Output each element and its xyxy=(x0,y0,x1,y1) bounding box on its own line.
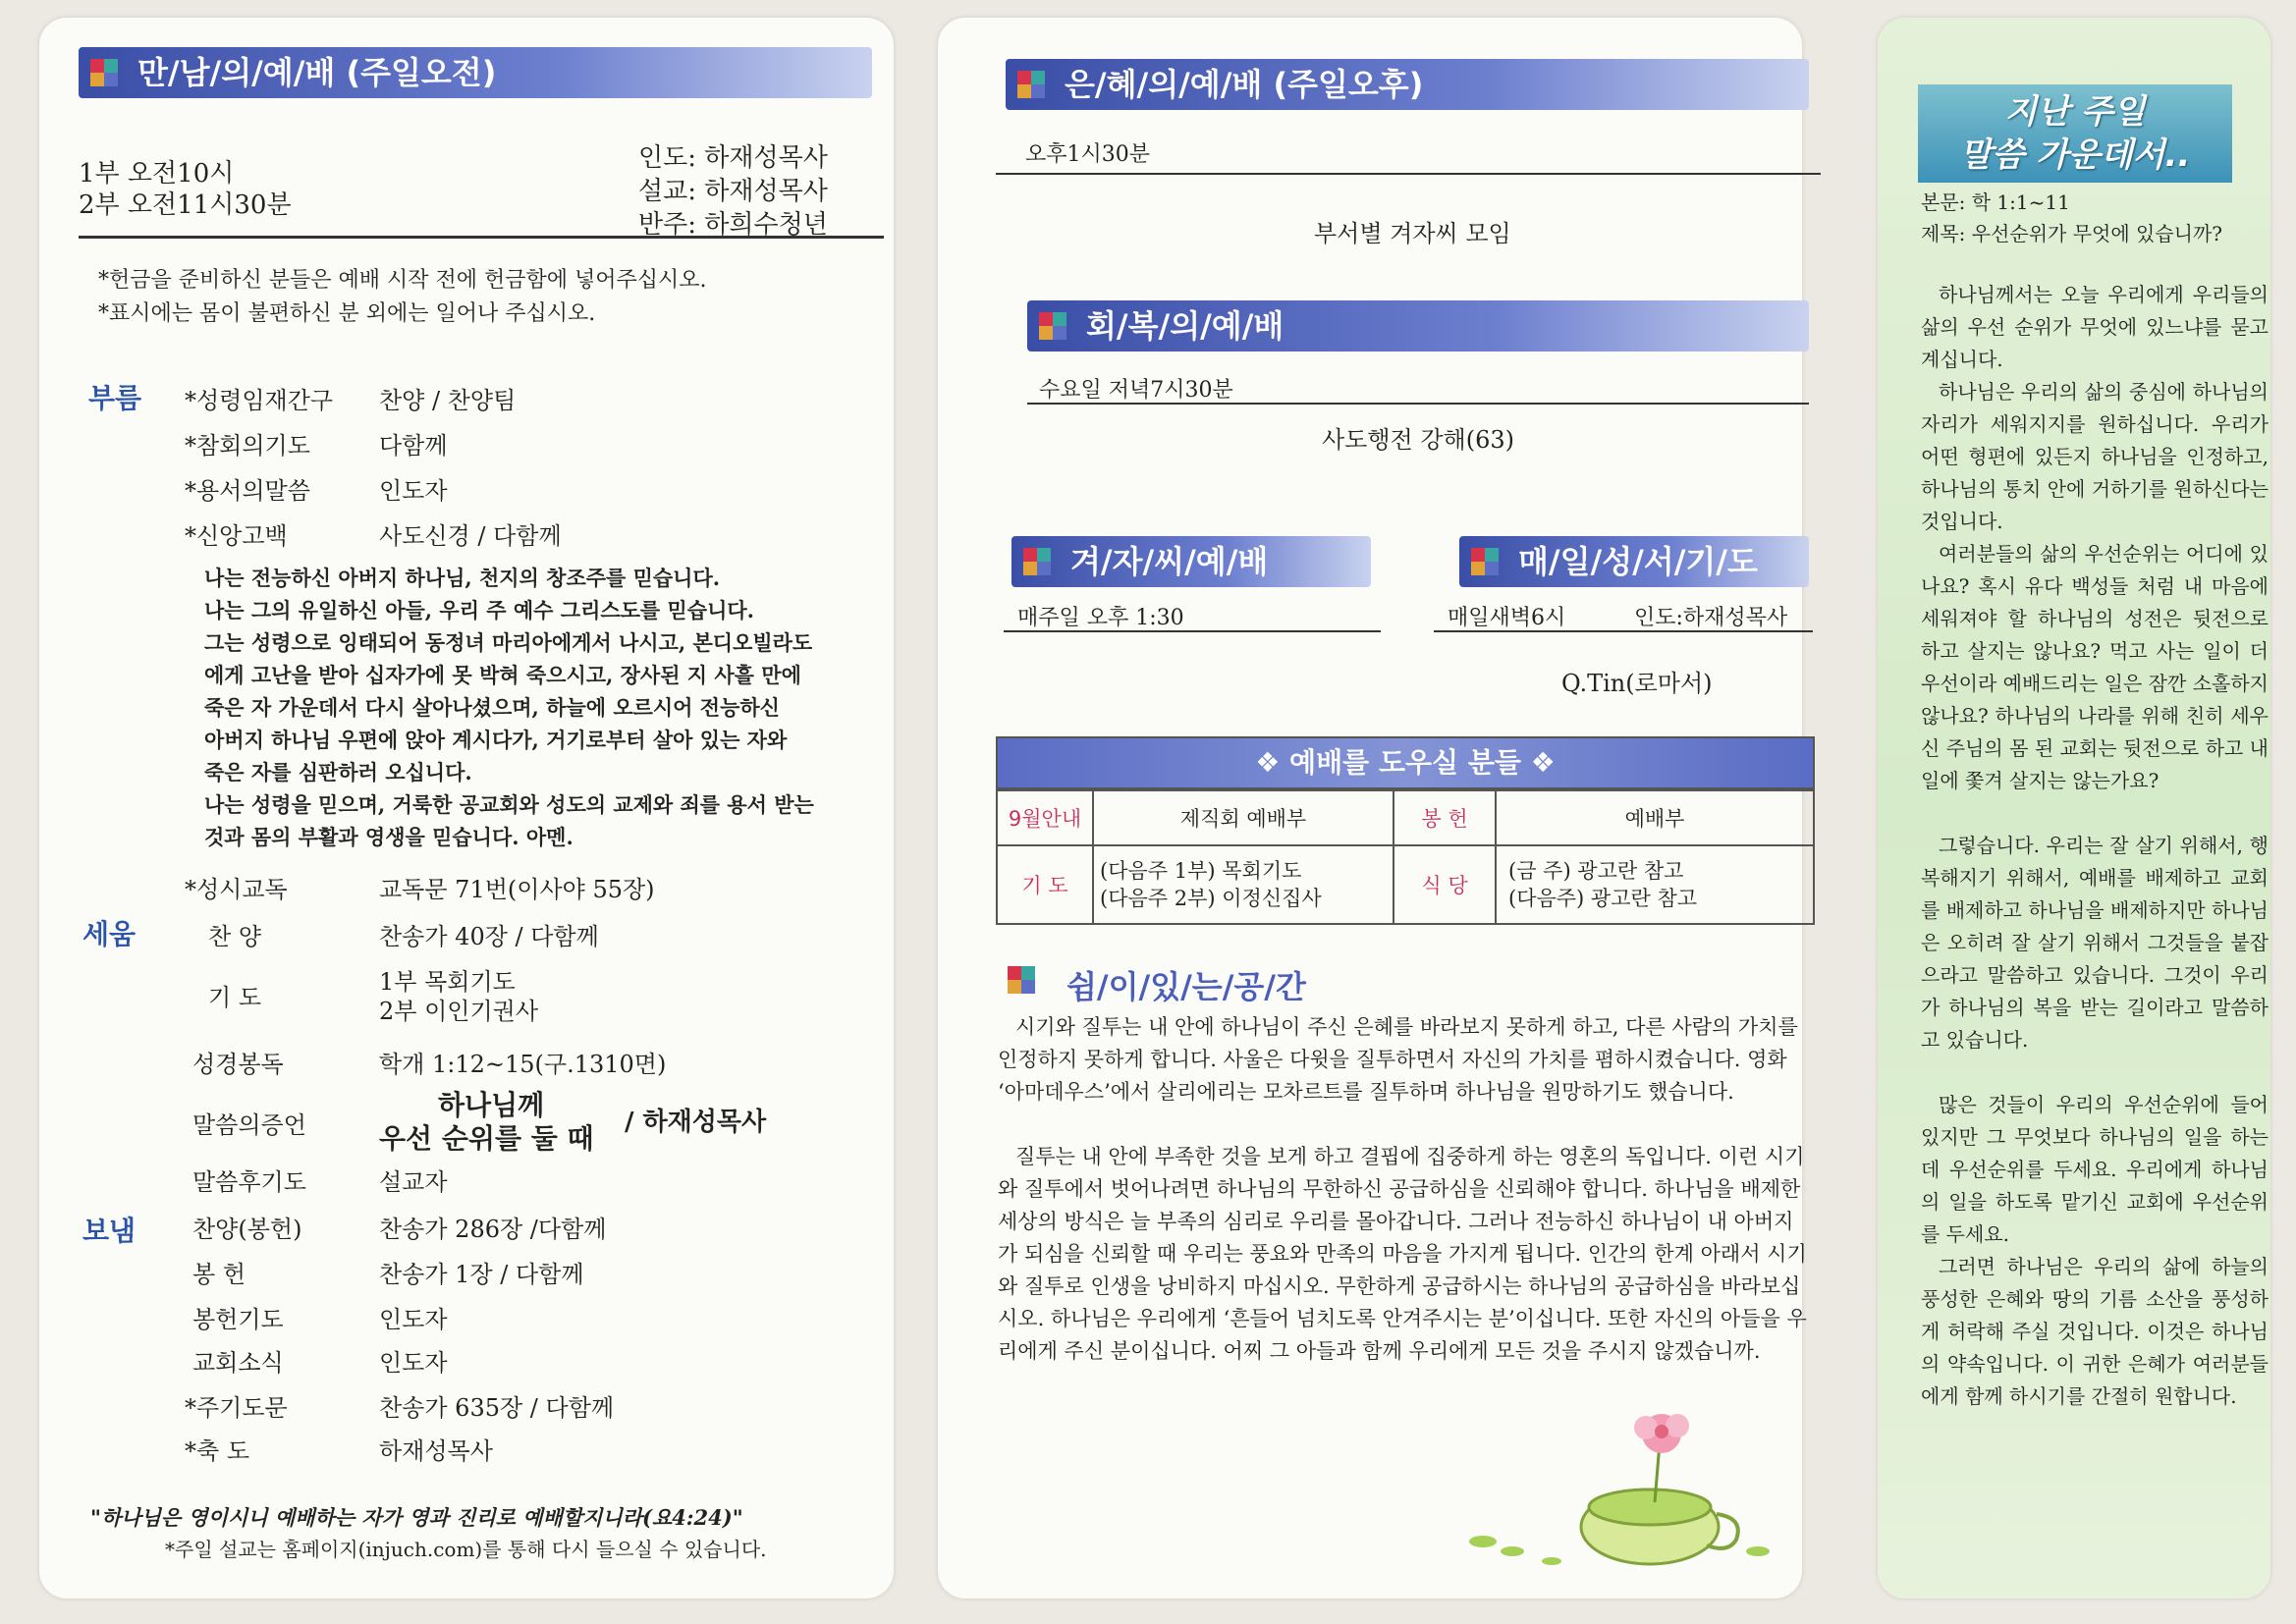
order-item: *성시교독 xyxy=(185,876,288,903)
meal-cell xyxy=(1394,845,1496,924)
offering-note: *헌금을 준비하신 분들은 예배 시작 전에 헌금함에 넣어주십시오. xyxy=(98,268,707,293)
daily-prayer-title: 매/일/성/서/기/도 xyxy=(1518,543,1758,580)
order-item: *신앙고백 xyxy=(185,522,288,550)
afternoon-service-title: 은/혜/의/예/배 (주일오후) xyxy=(1065,66,1424,103)
creed-line: 그는 성령으로 잉태되어 동정녀 마리아에게서 나시고, 본디오빌라도 xyxy=(204,630,813,655)
sermon-subject: 제목: 우선순위가 무엇에 있습니까? xyxy=(1921,222,2223,245)
order-detail: 찬송가 635장 / 다함께 xyxy=(379,1394,615,1422)
daily-prayer-header xyxy=(1459,536,1809,587)
creed-line: 나는 전능하신 아버지 하나님, 천지의 창조주를 믿습니다. xyxy=(204,566,721,590)
prayer-cell xyxy=(997,845,1093,924)
section-send: 보냄 xyxy=(82,1215,137,1247)
daily-time: 매일새벽6시 xyxy=(1448,606,1566,630)
recovery-desc: 사도행전 강해(63) xyxy=(1322,426,1514,454)
helpers-table xyxy=(996,789,1815,925)
teacup-flower-illustration xyxy=(1453,1404,1807,1571)
worship-header xyxy=(1496,790,1814,845)
order-detail: 인도자 xyxy=(379,1306,448,1333)
order-item: 성경봉독 xyxy=(192,1051,284,1078)
creed-line: 나는 성령을 믿으며, 거룩한 공교회와 성도의 교제와 죄를 용서 받는 xyxy=(204,792,814,817)
order-detail: 인도자 xyxy=(379,1349,448,1377)
worship-label: 예배부 xyxy=(1624,807,1685,831)
morning-service-title: 만/남/의/예/배 (주일오전) xyxy=(137,54,497,91)
summary-paragraph: 하나님께서는 오늘 우리에게 우리들의 삶의 우선 순위가 무엇에 있느냐를 묻고 계십니다. xyxy=(1921,283,2269,371)
sermon-preacher: / 하재성목사 xyxy=(625,1108,767,1137)
header-square-icon xyxy=(1023,548,1051,575)
summary-paragraph: 그렇습니다. 우리는 잘 살기 위해서, 행복해지기 위해서, 예배를 배제하고 교회를 배제하고 하나님을 배제하지만 하나님은 오히려 잘 살기 위해서 그것들을 붙잡으라고 말씀하고 있습니다. 그것이 우리가 하나님의 복을 받는 길이라고 말씀하고 있습니다. xyxy=(1921,834,2269,1052)
mustard-service-title: 겨/자/씨/예/배 xyxy=(1070,543,1269,580)
sermon-title-1: 하나님께 xyxy=(438,1089,545,1121)
last-sunday-title-1: 지난 주일 xyxy=(2004,92,2146,132)
meal-line: (다음주) 광고란 참고 xyxy=(1508,887,1698,910)
service-time-1: 1부 오전10시 xyxy=(79,159,235,189)
section-build: 세움 xyxy=(82,918,137,950)
creed-line: 것과 몸의 부활과 영생을 믿습니다. 아멘. xyxy=(204,825,574,849)
homepage-note: *주일 설교는 홈페이지(injuch.com)를 통해 다시 들으실 수 있습니다. xyxy=(165,1538,767,1561)
last-sunday-title-2: 말씀 가운데서.. xyxy=(1959,135,2191,175)
order-detail: 사도신경 / 다함께 xyxy=(379,522,562,550)
order-item: *성령임재간구 xyxy=(185,387,334,414)
order-detail: 찬송가 40장 / 다함께 xyxy=(379,923,599,950)
order-item: 교회소식 xyxy=(192,1349,284,1377)
order-item: 봉 헌 xyxy=(192,1261,246,1288)
summary-paragraph: 많은 것들이 우리의 우선순위에 들어 있지만 그 무엇보다 하나님의 일을 하는 데 우선순위를 두세요. 우리에게 하나님의 일을 하도록 맡기신 교회에 우선순위를 두세요. xyxy=(1921,1093,2269,1246)
meal-assignments xyxy=(1496,845,1814,924)
apostles-creed xyxy=(204,562,814,853)
recovery-service-title: 회/복/의/예/배 xyxy=(1086,307,1285,345)
meal-label: 식 당 xyxy=(1421,874,1468,897)
recovery-service-header xyxy=(1027,300,1809,352)
summary-paragraph: 여러분들의 삶의 우선순위는 어디에 있나요? 혹시 유다 백성들 처럼 내 마음에 세워져야 할 하나님의 성전은 뒷전으로 하고 살지는 않나요? 먹고 사는 일이 더 우선이라 예배드리는 일은 잠깐 소홀하지 않나요? 하나님의 나라를 위해 친히 세우신 주님의 몸 된 교회는 뒷전으로 하고 내 일에 쫓겨 살지는 않는가요? xyxy=(1921,542,2269,792)
prayer-assignments xyxy=(1093,845,1394,924)
order-detail: 설교자 xyxy=(379,1168,448,1196)
officer-label: 제직회 예배부 xyxy=(1179,807,1307,831)
creed-line: 에게 고난을 받아 십자가에 못 박혀 죽으시고, 장사된 지 사흘 만에 xyxy=(204,663,801,687)
divider xyxy=(1004,630,1381,632)
order-detail: 찬양 / 찬양팀 xyxy=(379,387,517,414)
order-item: 찬 양 xyxy=(208,923,261,950)
order-item: *축 도 xyxy=(185,1437,249,1465)
header-square-icon xyxy=(1471,548,1499,575)
recovery-time: 수요일 저녁7시30분 xyxy=(1039,378,1233,403)
month-label: 9월안내 xyxy=(1008,807,1082,831)
afternoon-time: 오후1시30분 xyxy=(1025,142,1150,167)
order-item: *참회의기도 xyxy=(185,432,310,460)
divider xyxy=(79,236,884,239)
last-sunday-title-box xyxy=(1918,84,2232,183)
prayer-line: (다음주 2부) 이정신집사 xyxy=(1100,887,1322,910)
helpers-title: ❖ 예배를 도우실 분들 ❖ xyxy=(1255,746,1556,779)
preacher-role: 설교: 하재성목사 xyxy=(638,177,828,206)
sermon-text-ref: 본문: 학 1:1~11 xyxy=(1921,190,2070,214)
order-item: 말씀후기도 xyxy=(192,1168,306,1196)
divider xyxy=(996,173,1821,175)
order-item: 봉헌기도 xyxy=(192,1306,284,1333)
section-call: 부름 xyxy=(88,382,142,414)
scripture-verse: "하나님은 영이시니 예배하는 자가 영과 진리로 예배할지니라(요4:24)" xyxy=(90,1505,743,1530)
creed-line: 죽은 자를 심판하러 오십니다. xyxy=(204,760,472,785)
order-detail: 1부 목회기도 xyxy=(379,968,516,996)
sermon-title-2: 우선 순위를 둘 때 xyxy=(379,1122,594,1155)
header-square-icon xyxy=(90,59,118,86)
order-item: *주기도문 xyxy=(185,1394,288,1422)
order-detail: 다함께 xyxy=(379,432,448,460)
order-detail: 찬송가 286장 /다함께 xyxy=(379,1216,607,1243)
summary-paragraph: 그러면 하나님은 우리의 삶에 하늘의 풍성한 은혜와 땅의 기름 소산을 풍성하게 허락해 주실 것입니다. 이것은 하나님의 약속입니다. 이 귀한 은혜가 여러분들에게 함께 하시기를 간절히 원합니다. xyxy=(1921,1255,2269,1408)
prayer-2nd: 2부 이인기권사 xyxy=(379,998,539,1025)
order-item: 말씀의증언 xyxy=(192,1111,306,1139)
creed-line: 나는 그의 유일하신 아들, 우리 주 예수 그리스도를 믿습니다. xyxy=(204,598,754,623)
order-detail: 교독문 71번(이사야 55장) xyxy=(379,876,655,903)
afternoon-service-header xyxy=(1006,59,1809,110)
order-detail: 찬송가 1장 / 다함께 xyxy=(379,1261,584,1288)
rest-square-icon xyxy=(1008,962,1047,1001)
divider xyxy=(1027,403,1809,405)
divider xyxy=(1434,630,1813,632)
sermon-summary xyxy=(1921,279,2269,1413)
header-square-icon xyxy=(1017,71,1045,98)
morning-service-header xyxy=(79,47,872,98)
standing-note: *표시에는 몸이 불편하신 분 외에는 일어나 주십시오. xyxy=(98,301,596,326)
service-time-2: 2부 오전11시30분 xyxy=(79,190,292,220)
mustard-service-header xyxy=(1011,536,1371,587)
rest-paragraph: 시기와 질투는 내 안에 하나님이 주신 은혜를 바라보지 못하게 하고, 다른 사람의 가치를 인정하지 못하게 합니다. 사울은 다윗을 질투하면서 자신의 가치를 폄하시켰습니다. 영화 ‘아마데우스’에서 살리에리는 모차르트를 질투하며 하나님을 원망하기도 했습니다. xyxy=(998,1015,1798,1104)
prayer-line: (다음주 1부) 목회기도 xyxy=(1100,859,1302,883)
daily-qt: Q.Tin(로마서) xyxy=(1561,670,1713,697)
meal-line: (금 주) 광고란 참고 xyxy=(1508,859,1684,883)
month-cell xyxy=(997,790,1093,845)
offering-label: 봉 헌 xyxy=(1421,807,1468,831)
accompanist-role: 반주: 하희수청년 xyxy=(638,210,828,240)
officer-header xyxy=(1093,790,1394,845)
creed-line: 죽은 자 가운데서 다시 살아나셨으며, 하늘에 오르시어 전능하신 xyxy=(204,695,780,720)
offering-header xyxy=(1394,790,1496,845)
order-detail: 인도자 xyxy=(379,477,448,505)
mustard-time: 매주일 오후 1:30 xyxy=(1017,606,1184,630)
order-item: *용서의말씀 xyxy=(185,477,310,505)
daily-leader: 인도:하재성목사 xyxy=(1634,606,1788,630)
summary-paragraph: 하나님은 우리의 삶의 중심에 하나님의 자리가 세워지지를 원하십니다. 우리가 어떤 형편에 있든지 하나님을 인정하고, 하나님의 통치 안에 거하기를 원하신다는 것입니다. xyxy=(1921,380,2269,533)
rest-title: 쉼/이/있/는/공/간 xyxy=(1066,968,1306,1005)
order-detail: 학개 1:12~15(구.1310면) xyxy=(379,1051,667,1078)
header-square-icon xyxy=(1039,312,1066,340)
prayer-label: 기 도 xyxy=(1021,874,1068,897)
order-detail: 하재성목사 xyxy=(379,1437,493,1465)
creed-line: 아버지 하나님 우편에 앉아 계시다가, 거기로부터 살아 있는 자와 xyxy=(204,728,788,752)
helpers-title-bar xyxy=(996,736,1815,789)
afternoon-desc: 부서별 겨자씨 모임 xyxy=(1314,220,1511,247)
leader-role: 인도: 하재성목사 xyxy=(638,143,828,173)
order-item: 찬양(봉헌) xyxy=(192,1216,302,1243)
rest-paragraph: 질투는 내 안에 부족한 것을 보게 하고 결핍에 집중하게 하는 영혼의 독입니다. 이런 시기와 질투에서 벗어나려면 하나님의 무한하신 공급하심을 신뢰해야 합니다. 하나님을 배제한 세상의 방식은 늘 부족의 심리로 우리를 몰아갑니다. 그러나 전능하신 하나님이 내 아버지가 되심을 신뢰할 때 우리는 풍요와 만족의 마음을 가지게 됩니다. 인간의 한계 아래서 시기와 질투로 인생을 낭비하지 마십시오. 무한하게 공급하시는 하나님의 공급하심을 바라보십시오. 하나님은 우리에게 ‘흔들어 넘치도록 안겨주시는 분’이십니다. 또한 자신의 아들을 우리에게 주신 분이십니다. 어찌 그 아들과 함께 우리에게 모든 것을 주시지 않겠습니까. xyxy=(998,1145,1807,1363)
order-item: 기 도 xyxy=(208,984,261,1011)
